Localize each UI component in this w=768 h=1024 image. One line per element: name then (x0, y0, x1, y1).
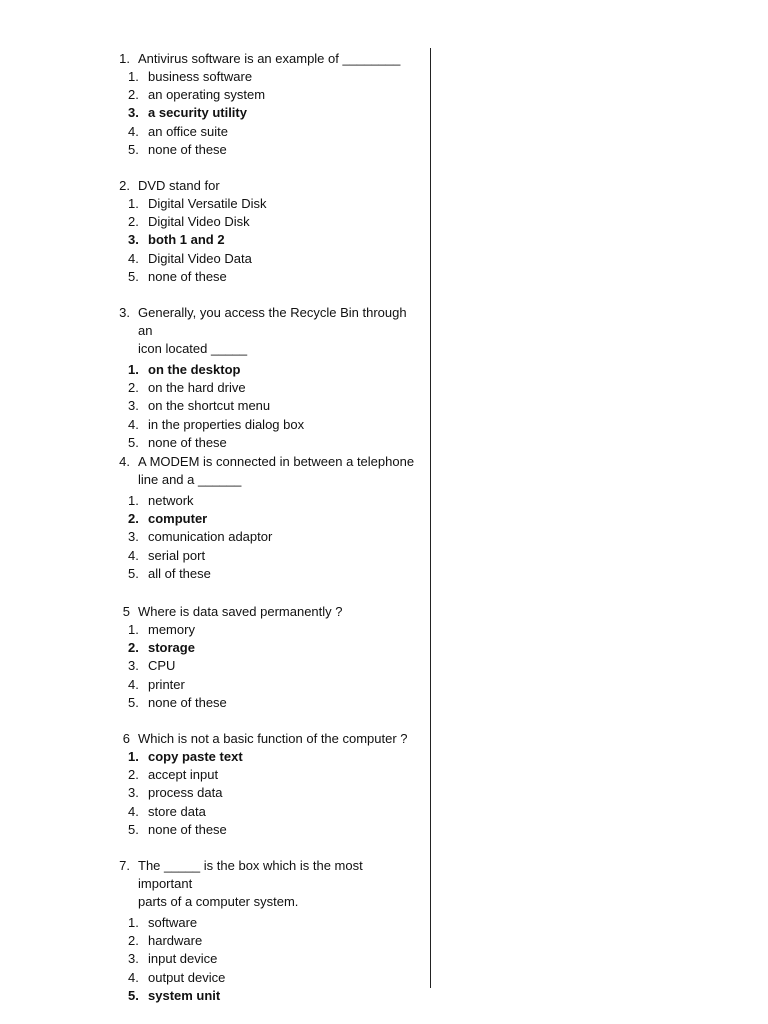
option-number: 1. (128, 196, 139, 211)
question-text: Which is not a basic function of the computer ? (138, 731, 408, 746)
question (108, 50, 418, 159)
question-text: A MODEM is connected in between a telephone (138, 454, 415, 469)
option-text: none of these (148, 141, 227, 157)
answer-options (108, 748, 418, 839)
question (108, 453, 418, 583)
option-text: accept input (148, 767, 219, 783)
answer-option (108, 250, 418, 268)
option-text: printer (148, 676, 185, 692)
option-number: 2. (128, 511, 139, 527)
answer-option-correct (108, 104, 418, 122)
option-number: 3. (128, 658, 139, 674)
option-number: 4. (128, 676, 139, 692)
option-text: copy paste text (148, 749, 243, 764)
answer-option (108, 803, 418, 821)
question-number: 3. (119, 305, 130, 320)
answer-option (108, 416, 418, 434)
option-number: 5. (128, 141, 139, 157)
answer-option (108, 932, 418, 950)
option-text: CPU (148, 658, 176, 674)
question-number (108, 471, 130, 489)
option-number: 3. (128, 951, 139, 967)
option-number: 3. (128, 529, 139, 545)
question-number: 2. (119, 178, 130, 193)
option-number: 1. (128, 622, 139, 637)
answer-option (108, 676, 418, 694)
option-text: hardware (148, 933, 203, 949)
option-number: 5. (128, 987, 139, 1003)
option-text: software (148, 915, 198, 930)
option-text: both 1 and 2 (148, 232, 225, 248)
option-number: 4. (128, 803, 139, 819)
question-number: 6 (122, 731, 130, 746)
option-number: 2. (128, 87, 139, 103)
option-number: 4. (128, 969, 139, 985)
option-number: 5. (128, 565, 139, 581)
question (108, 177, 418, 286)
option-number: 3. (128, 398, 139, 414)
option-number: 2. (128, 933, 139, 949)
answer-option-correct (108, 639, 418, 657)
question-text: The _____ is the box which is the most important (138, 858, 367, 891)
option-number: 3. (128, 785, 139, 801)
option-text: on the desktop (148, 362, 241, 377)
option-text: none of these (148, 821, 227, 837)
answer-option (108, 621, 418, 639)
option-text: output device (148, 969, 226, 985)
answer-option (108, 141, 418, 159)
answer-options (108, 195, 418, 286)
question-text: Where is data saved permanently ? (138, 604, 343, 619)
question (108, 857, 418, 1005)
option-number: 4. (128, 547, 139, 563)
answer-option (108, 213, 418, 231)
option-text: system unit (148, 987, 221, 1003)
option-number: 5. (128, 434, 139, 450)
option-number: 1. (128, 915, 139, 930)
option-text: an operating system (148, 87, 266, 103)
option-text: Digital Versatile Disk (148, 196, 267, 211)
answer-option (108, 379, 418, 397)
question-number: 7. (119, 858, 130, 873)
answer-options (108, 621, 418, 712)
option-text: none of these (148, 434, 227, 450)
answer-option (108, 914, 418, 932)
answer-option-correct (108, 510, 418, 528)
answer-options (108, 68, 418, 159)
question (108, 304, 418, 452)
answer-option (108, 565, 418, 583)
option-text: process data (148, 785, 223, 801)
option-text: memory (148, 622, 195, 637)
option-text: an office suite (148, 123, 228, 139)
question-number (108, 893, 130, 911)
answer-option (108, 784, 418, 802)
question-text: Antivirus software is an example of ________ (138, 51, 401, 66)
question (108, 603, 418, 712)
answer-option (108, 68, 418, 86)
question-text: line and a ______ (138, 472, 242, 487)
question-number: 4. (119, 454, 130, 469)
answer-option (108, 657, 418, 675)
answer-option (108, 950, 418, 968)
option-number: 1. (128, 749, 139, 764)
option-number: 3. (128, 105, 139, 121)
answer-option-correct (108, 361, 418, 379)
answer-option (108, 821, 418, 839)
answer-option (108, 123, 418, 141)
question-text: parts of a computer system. (138, 894, 299, 909)
answer-option (108, 969, 418, 987)
option-number: 4. (128, 250, 139, 266)
option-text: all of these (148, 565, 211, 581)
option-number: 2. (128, 640, 139, 656)
option-number: 5. (128, 268, 139, 284)
option-text: a security utility (148, 105, 247, 121)
option-text: on the hard drive (148, 380, 246, 396)
option-number: 5. (128, 694, 139, 710)
question (108, 730, 418, 839)
answer-option (108, 528, 418, 546)
option-text: business software (148, 69, 253, 84)
option-text: none of these (148, 268, 227, 284)
option-text: comunication adaptor (148, 529, 273, 545)
option-text: computer (148, 511, 208, 527)
question-number (108, 340, 130, 358)
option-number: 2. (128, 214, 139, 230)
column-divider (430, 48, 431, 988)
option-number: 1. (128, 362, 139, 377)
option-text: storage (148, 640, 195, 656)
answer-option (108, 492, 418, 510)
answer-options (108, 914, 418, 1005)
answer-option (108, 195, 418, 213)
answer-options (108, 361, 418, 452)
option-number: 1. (128, 69, 139, 84)
option-number: 4. (128, 416, 139, 432)
option-number: 5. (128, 821, 139, 837)
option-text: serial port (148, 547, 206, 563)
question-text: Generally, you access the Recycle Bin through an (138, 305, 411, 338)
answer-option-correct (108, 231, 418, 249)
option-text: Digital Video Data (148, 250, 252, 266)
answer-option (108, 547, 418, 565)
option-number: 3. (128, 232, 139, 248)
option-text: in the properties dialog box (148, 416, 305, 432)
answer-option-correct (108, 748, 418, 766)
answer-option (108, 434, 418, 452)
option-text: none of these (148, 694, 227, 710)
answer-option-correct (108, 987, 418, 1005)
option-text: input device (148, 951, 218, 967)
answer-option (108, 268, 418, 286)
answer-option (108, 86, 418, 104)
option-number: 1. (128, 493, 139, 508)
answer-option (108, 694, 418, 712)
option-text: Digital Video Disk (148, 214, 250, 230)
question-text: icon located _____ (138, 341, 248, 356)
option-number: 2. (128, 380, 139, 396)
option-text: network (148, 493, 194, 508)
answer-option (108, 766, 418, 784)
answer-options (108, 492, 418, 583)
option-number: 4. (128, 123, 139, 139)
question-number: 5 (122, 604, 130, 619)
option-number: 2. (128, 767, 139, 783)
option-text: on the shortcut menu (148, 398, 271, 414)
answer-option (108, 397, 418, 415)
question-text: DVD stand for (138, 178, 220, 193)
option-text: store data (148, 803, 206, 819)
question-number: 1. (119, 51, 130, 66)
